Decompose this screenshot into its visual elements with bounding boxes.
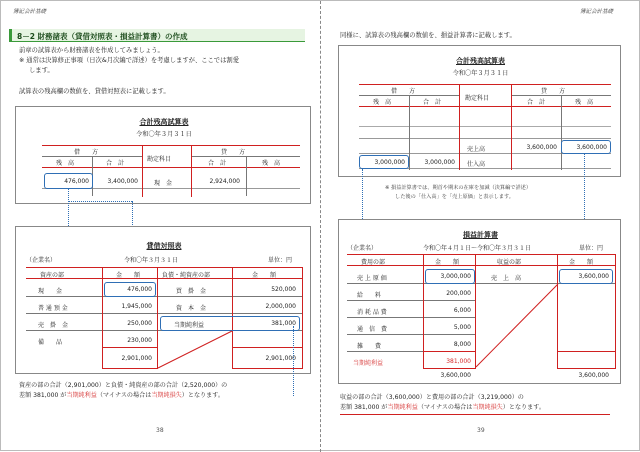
pl-date: 令和〇年４月１日～令和〇年３月３１日 (423, 245, 532, 252)
balance-sheet-box (15, 226, 311, 374)
highlight-purchases (359, 155, 409, 169)
tb-account-header: 勘定科目 (147, 156, 172, 163)
tb-debit-total: 3,000,000 (424, 159, 455, 166)
note-line-1: ※ 損益計算書では、期首や期末の在庫を加減（決算編で詳述） (385, 185, 532, 191)
pl-exp-value: 6,000 (453, 307, 471, 314)
tb-balance2-header: 残 高 (262, 160, 281, 167)
tb-total-header: 合 計 (106, 160, 125, 167)
tb-credit-header: 貸 方 (221, 149, 246, 156)
bs-asset-total: 2,901,000 (121, 355, 152, 362)
bs-date: 令和〇年３月３１日 (124, 257, 179, 264)
tb-total2-header: 合 計 (208, 160, 227, 167)
highlight-cash (104, 282, 156, 297)
pl-exp-name: 給 料 (357, 292, 382, 299)
bs-liab-name: 買 掛 金 (176, 288, 207, 295)
section-title: 8－2 財務諸表（貸借対照表・損益計算書）の作成 (9, 29, 305, 42)
running-header: 簿記会計基礎 (580, 9, 614, 15)
tb-total-header: 合 計 (423, 99, 442, 106)
pl-rev-name: 売 上 高 (491, 275, 522, 282)
bs-liab-name: 当期純利益 (174, 322, 205, 329)
trial-balance-title: 合計残高試算表 (139, 118, 189, 126)
footer-line-1: 収益の部の合計（3,600,000）と費用の部の合計（3,219,000）の (340, 394, 524, 401)
bs-asset-name: 備 品 (38, 339, 63, 346)
tb-account: 売上高 (467, 146, 486, 153)
footer-line-1: 資産の部の合計（2,901,000）と負債・純資産の部の合計（2,520,000）の (19, 382, 228, 389)
footer-line-2: 差額 381,000 が当期純利益（マイナスの場合は当期純損失）となります。 (340, 404, 545, 411)
tb-balance2-header: 残 高 (575, 99, 594, 106)
intro-line-1: 前章の試算表から財務諸表を作成してみましょう。 (19, 47, 164, 54)
pl-amount-header: 金 額 (435, 259, 460, 266)
trial-balance-date: 令和〇年３月３１日 (136, 131, 192, 138)
trial-balance-box (15, 106, 311, 204)
instruction-text: 試算表の残高欄の数値を、貸借対照表に記載します。 (19, 88, 170, 95)
note-line-2: した後の「仕入高」を「売上原価」と表示します。 (395, 194, 514, 200)
tb-credit-balance: 3,600,000 (576, 144, 607, 151)
tb-cash-total: 3,400,000 (107, 178, 138, 185)
pl-exp-name: 当期純利益 (353, 360, 384, 367)
tb-account-header: 勘定科目 (465, 95, 490, 102)
bs-liab-name: 資 本 金 (176, 305, 207, 312)
left-page (1, 1, 320, 452)
bs-asset-value: 476,000 (127, 286, 152, 293)
tb-debit-header: 借 方 (391, 88, 416, 95)
tb-credit-total: 3,600,000 (526, 144, 557, 151)
tb-balance-header: 残 高 (373, 99, 392, 106)
footer-line-2: 差額 381,000 が当期純利益（マイナスの場合は当期純損失）となります。 (19, 392, 224, 399)
pl-rev-total: 3,600,000 (578, 372, 609, 379)
bs-asset-header: 資産の部 (40, 272, 65, 279)
intro-line-2: ※ 通常は決算修正事項（日次&月次編で詳述）を考慮しますが、ここでは割愛 (19, 57, 239, 64)
bs-liab-value: 381,000 (271, 320, 296, 327)
intro-text: 同様に、試算表の残高欄の数値を、損益計算書に記載します。 (340, 32, 516, 39)
trial-balance-box (338, 45, 621, 177)
trial-balance-title: 合計残高試算表 (456, 57, 505, 65)
pl-exp-total: 3,600,000 (440, 372, 471, 379)
tb-total2-header: 合 計 (527, 99, 546, 106)
bs-asset-value: 230,000 (127, 337, 152, 344)
income-statement-box (338, 219, 621, 384)
bs-amount-header: 金 額 (116, 272, 141, 279)
tb-cash-credit-total: 2,924,000 (209, 178, 240, 185)
balance-sheet-title: 貸借対照表 (146, 242, 182, 250)
pl-exp-value: 8,000 (453, 341, 471, 348)
tb-account: 仕入高 (467, 161, 486, 168)
highlight-sales (561, 140, 611, 154)
pl-exp-value: 200,000 (446, 290, 471, 297)
pl-exp-name: 消 耗 品 費 (357, 309, 387, 316)
pl-company: （企業名） (347, 245, 378, 252)
intro-line-3: します。 (29, 67, 54, 74)
bs-asset-name: 現 金 (38, 288, 63, 295)
tb-credit-header: 貸 方 (541, 88, 566, 95)
page-number: 38 (156, 427, 164, 434)
tb-balance-header: 残 高 (56, 160, 75, 167)
bs-liab-header: 負債・純資産の部 (162, 272, 211, 279)
pl-exp-header: 費用の部 (361, 259, 386, 266)
page-number: 39 (477, 427, 485, 434)
pl-exp-value: 3,000,000 (440, 273, 471, 280)
pl-rev-value: 3,600,000 (578, 273, 609, 280)
tb-cash-balance: 476,000 (64, 178, 89, 185)
tb-debit-header: 借 方 (74, 149, 99, 156)
highlight-sales (559, 269, 613, 284)
pl-exp-name: 雑 費 (357, 343, 382, 350)
right-page (322, 1, 640, 452)
pl-exp-value: 5,000 (453, 324, 471, 331)
bs-asset-name: 普 通 預 金 (38, 305, 68, 312)
tb-cash-account: 現 金 (154, 180, 173, 187)
pl-exp-name: 売 上 原 価 (357, 275, 387, 282)
bs-liab-value: 2,000,000 (265, 303, 296, 310)
income-statement-title: 損益計算書 (463, 231, 498, 239)
highlight-cash-balance (44, 173, 93, 189)
tb-debit-balance: 3,000,000 (374, 159, 405, 166)
running-header: 簿記会計基礎 (13, 9, 47, 15)
bs-unit: 単位：円 (268, 257, 293, 264)
bs-asset-name: 売 掛 金 (38, 322, 69, 329)
bs-asset-value: 1,945,000 (121, 303, 152, 310)
pl-rev-header: 収益の部 (497, 259, 522, 266)
highlight-cost-of-sales (425, 269, 475, 284)
trial-balance-date: 令和〇年３月３１日 (452, 70, 509, 77)
bs-company: （企業名） (26, 257, 57, 264)
bs-asset-value: 250,000 (127, 320, 152, 327)
bs-liab-total: 2,901,000 (265, 355, 296, 362)
pl-exp-value: 381,000 (446, 358, 471, 365)
pl-amount2-header: 金 額 (569, 259, 594, 266)
pl-exp-name: 通 信 費 (357, 326, 388, 333)
highlight-net-income (160, 316, 300, 331)
bs-liab-value: 520,000 (271, 286, 296, 293)
bs-amount2-header: 金 額 (252, 272, 277, 279)
pl-unit: 単位：円 (579, 245, 604, 252)
